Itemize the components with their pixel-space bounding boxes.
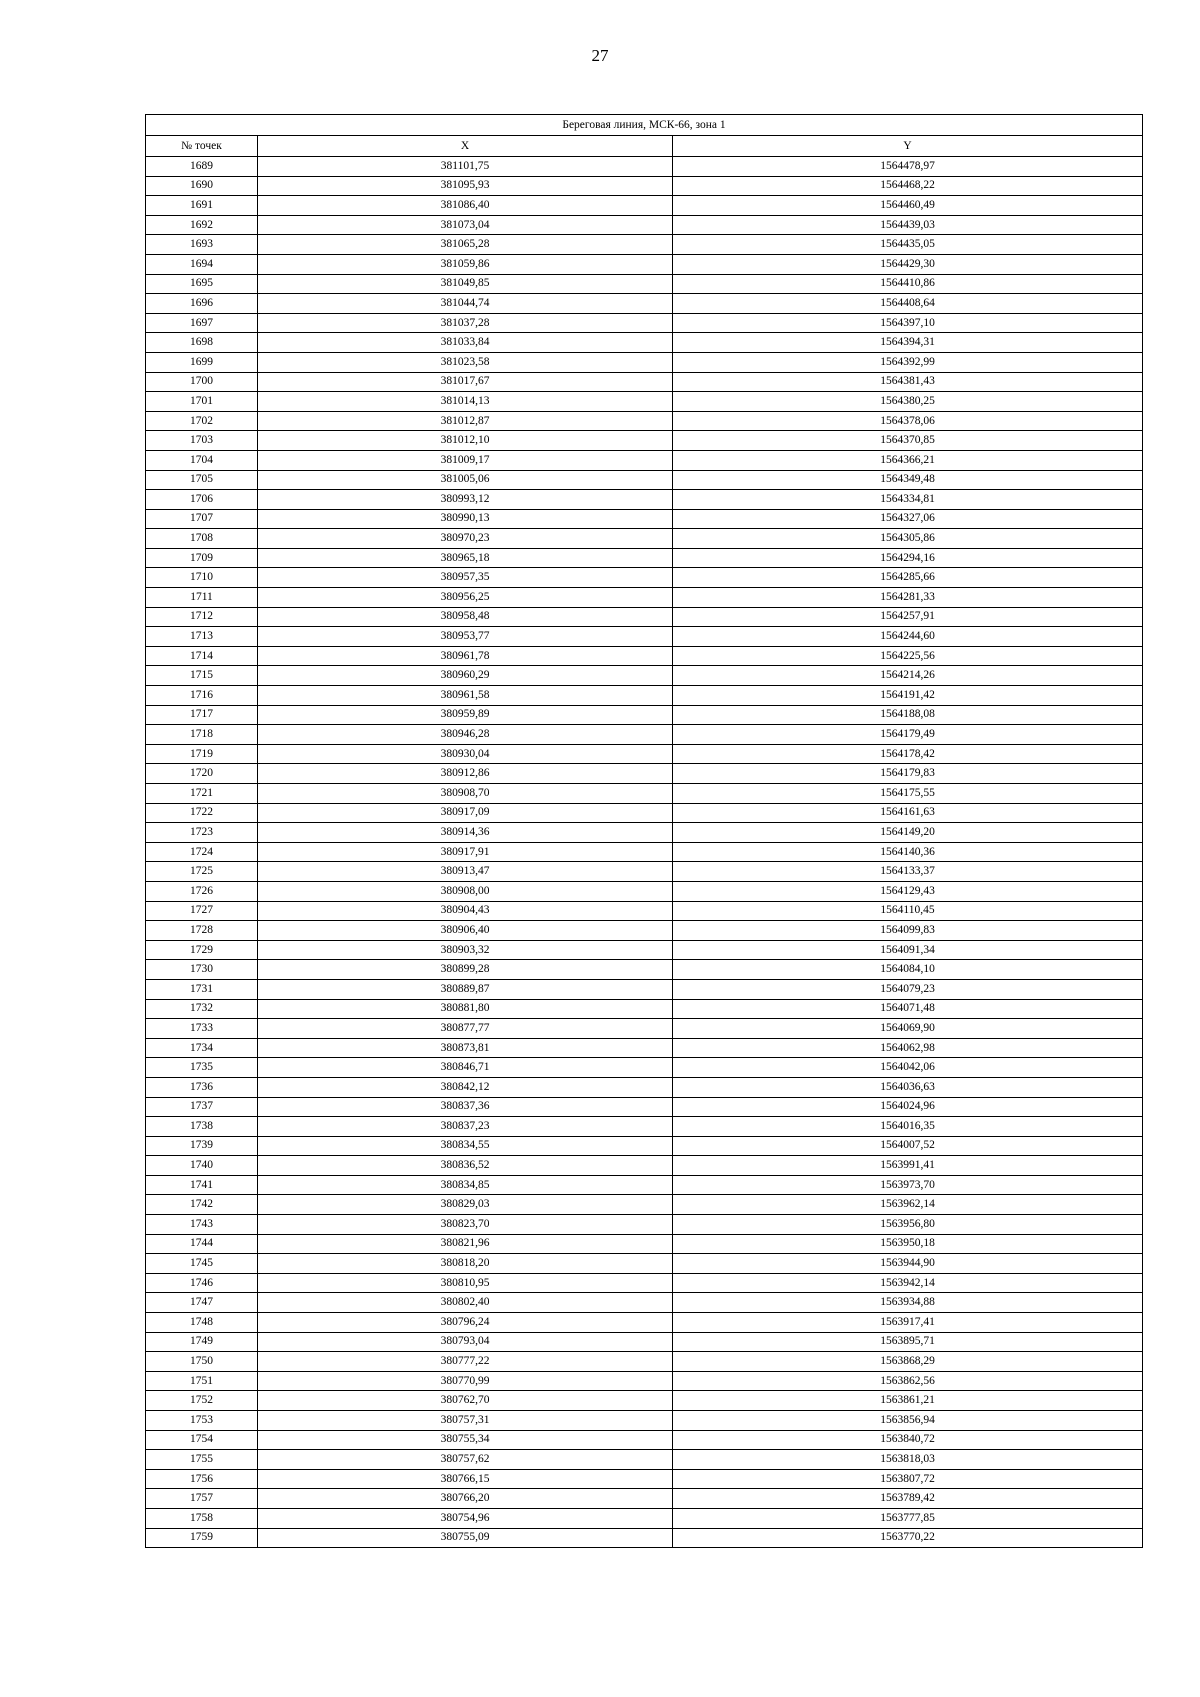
y-cell: 1564161,63 [673,803,1143,823]
point-number-cell: 1756 [146,1469,258,1489]
y-cell: 1564016,35 [673,1117,1143,1137]
point-number-cell: 1692 [146,215,258,235]
table-row [146,450,1143,470]
point-number-cell: 1694 [146,254,258,274]
x-cell: 381044,74 [258,294,673,314]
point-number-cell: 1691 [146,196,258,216]
y-cell: 1564334,81 [673,490,1143,510]
x-cell: 380957,35 [258,568,673,588]
point-number-cell: 1727 [146,901,258,921]
table-row [146,509,1143,529]
x-cell: 380889,87 [258,979,673,999]
x-cell: 381065,28 [258,235,673,255]
y-cell: 1564408,64 [673,294,1143,314]
table-row [146,1136,1143,1156]
table-row [146,784,1143,804]
table-row [146,705,1143,725]
x-cell: 380917,09 [258,803,673,823]
table-row [146,607,1143,627]
table-row [146,235,1143,255]
x-cell: 380908,70 [258,784,673,804]
x-cell: 381059,86 [258,254,673,274]
table-row [146,588,1143,608]
table-row [146,1234,1143,1254]
y-cell: 1564099,83 [673,921,1143,941]
y-cell: 1564071,48 [673,999,1143,1019]
table-row [146,725,1143,745]
table-row [146,294,1143,314]
table-row [146,823,1143,843]
coordinates-table [145,114,1143,1548]
point-number-cell: 1722 [146,803,258,823]
table-row [146,881,1143,901]
x-cell: 380881,80 [258,999,673,1019]
y-cell: 1564435,05 [673,235,1143,255]
y-cell: 1563861,21 [673,1391,1143,1411]
y-cell: 1564478,97 [673,157,1143,177]
point-number-cell: 1729 [146,940,258,960]
x-cell: 380755,34 [258,1430,673,1450]
x-cell: 380908,00 [258,881,673,901]
x-cell: 380766,15 [258,1469,673,1489]
table-row [146,1254,1143,1274]
table-row [146,1058,1143,1078]
x-cell: 380946,28 [258,725,673,745]
y-cell: 1564370,85 [673,431,1143,451]
x-cell: 380903,32 [258,940,673,960]
y-cell: 1564191,42 [673,686,1143,706]
point-number-cell: 1723 [146,823,258,843]
y-cell: 1564460,49 [673,196,1143,216]
x-cell: 380836,52 [258,1156,673,1176]
x-cell: 380793,04 [258,1332,673,1352]
y-cell: 1564244,60 [673,627,1143,647]
point-number-cell: 1736 [146,1077,258,1097]
y-cell: 1564410,86 [673,274,1143,294]
x-cell: 380810,95 [258,1273,673,1293]
x-cell: 380842,12 [258,1077,673,1097]
y-cell: 1564349,48 [673,470,1143,490]
point-number-cell: 1758 [146,1508,258,1528]
y-cell: 1563770,22 [673,1528,1143,1548]
table-row [146,470,1143,490]
table-row [146,1293,1143,1313]
table-row [146,215,1143,235]
y-cell: 1564225,56 [673,646,1143,666]
y-cell: 1564024,96 [673,1097,1143,1117]
point-number-cell: 1743 [146,1215,258,1235]
y-cell: 1563807,72 [673,1469,1143,1489]
x-cell: 381005,06 [258,470,673,490]
table-row [146,686,1143,706]
y-cell: 1564468,22 [673,176,1143,196]
point-number-cell: 1745 [146,1254,258,1274]
y-cell: 1563962,14 [673,1195,1143,1215]
point-number-cell: 1735 [146,1058,258,1078]
point-number-cell: 1695 [146,274,258,294]
x-cell: 381073,04 [258,215,673,235]
point-number-cell: 1711 [146,588,258,608]
point-number-cell: 1706 [146,490,258,510]
point-number-cell: 1725 [146,862,258,882]
y-cell: 1563942,14 [673,1273,1143,1293]
x-cell: 381023,58 [258,352,673,372]
y-cell: 1564294,16 [673,548,1143,568]
x-cell: 380823,70 [258,1215,673,1235]
table-row [146,1195,1143,1215]
x-cell: 380834,85 [258,1175,673,1195]
point-number-cell: 1707 [146,509,258,529]
point-number-cell: 1717 [146,705,258,725]
point-number-cell: 1724 [146,842,258,862]
table-row [146,666,1143,686]
table-row [146,1273,1143,1293]
table-row [146,901,1143,921]
point-number-cell: 1700 [146,372,258,392]
point-number-cell: 1713 [146,627,258,647]
table-row [146,1215,1143,1235]
point-number-cell: 1739 [146,1136,258,1156]
y-cell: 1564069,90 [673,1019,1143,1039]
x-cell: 380961,78 [258,646,673,666]
x-cell: 380877,77 [258,1019,673,1039]
point-number-cell: 1740 [146,1156,258,1176]
table-row [146,1313,1143,1333]
y-cell: 1564129,43 [673,881,1143,901]
x-cell: 380766,20 [258,1489,673,1509]
table-row [146,1019,1143,1039]
point-number-cell: 1709 [146,548,258,568]
x-cell: 380796,24 [258,1313,673,1333]
x-cell: 380829,03 [258,1195,673,1215]
table-row [146,803,1143,823]
point-number-cell: 1697 [146,313,258,333]
point-number-cell: 1737 [146,1097,258,1117]
table-row [146,1430,1143,1450]
y-cell: 1564378,06 [673,411,1143,431]
y-cell: 1564392,99 [673,352,1143,372]
table-row [146,1332,1143,1352]
table-row [146,529,1143,549]
x-cell: 380904,43 [258,901,673,921]
y-cell: 1564305,86 [673,529,1143,549]
table-row [146,1450,1143,1470]
x-cell: 380821,96 [258,1234,673,1254]
x-cell: 380930,04 [258,744,673,764]
x-cell: 381017,67 [258,372,673,392]
table-row [146,1038,1143,1058]
table-title: Береговая линия, МСК-66, зона 1 [146,115,1143,136]
table-row [146,568,1143,588]
point-number-cell: 1721 [146,784,258,804]
y-cell: 1563973,70 [673,1175,1143,1195]
point-number-cell: 1757 [146,1489,258,1509]
table-row [146,1117,1143,1137]
point-number-cell: 1716 [146,686,258,706]
y-cell: 1564178,42 [673,744,1143,764]
x-cell: 380834,55 [258,1136,673,1156]
table-row [146,196,1143,216]
y-cell: 1564079,23 [673,979,1143,999]
y-cell: 1564133,37 [673,862,1143,882]
x-cell: 380960,29 [258,666,673,686]
table-row [146,1469,1143,1489]
x-cell: 380873,81 [258,1038,673,1058]
x-cell: 381012,10 [258,431,673,451]
y-cell: 1563862,56 [673,1371,1143,1391]
table-row [146,176,1143,196]
table-row [146,979,1143,999]
y-cell: 1564439,03 [673,215,1143,235]
y-cell: 1564062,98 [673,1038,1143,1058]
point-number-cell: 1696 [146,294,258,314]
point-number-cell: 1755 [146,1450,258,1470]
x-cell: 380993,12 [258,490,673,510]
y-cell: 1564007,52 [673,1136,1143,1156]
table-body [146,157,1143,1548]
y-cell: 1564175,55 [673,784,1143,804]
point-number-cell: 1690 [146,176,258,196]
point-number-cell: 1751 [146,1371,258,1391]
x-cell: 380762,70 [258,1391,673,1411]
table-row [146,1352,1143,1372]
table-row [146,1411,1143,1431]
column-header-x: X [258,136,673,157]
y-cell: 1564036,63 [673,1077,1143,1097]
point-number-cell: 1728 [146,921,258,941]
x-cell: 380970,23 [258,529,673,549]
y-cell: 1564084,10 [673,960,1143,980]
y-cell: 1563777,85 [673,1508,1143,1528]
page-number: 27 [591,46,609,65]
point-number-cell: 1759 [146,1528,258,1548]
x-cell: 380912,86 [258,764,673,784]
point-number-cell: 1742 [146,1195,258,1215]
table-row [146,392,1143,412]
x-cell: 381012,87 [258,411,673,431]
y-cell: 1563856,94 [673,1411,1143,1431]
table-row [146,940,1143,960]
x-cell: 380956,25 [258,588,673,608]
x-cell: 381033,84 [258,333,673,353]
point-number-cell: 1703 [146,431,258,451]
y-cell: 1564285,66 [673,568,1143,588]
y-cell: 1564366,21 [673,450,1143,470]
point-number-cell: 1705 [146,470,258,490]
point-number-cell: 1708 [146,529,258,549]
table-row [146,1156,1143,1176]
y-cell: 1563895,71 [673,1332,1143,1352]
point-number-cell: 1747 [146,1293,258,1313]
point-number-cell: 1746 [146,1273,258,1293]
x-cell: 381101,75 [258,157,673,177]
table-row [146,842,1143,862]
table-row [146,764,1143,784]
point-number-cell: 1699 [146,352,258,372]
y-cell: 1563934,88 [673,1293,1143,1313]
y-cell: 1564429,30 [673,254,1143,274]
table-row [146,490,1143,510]
x-cell: 380757,62 [258,1450,673,1470]
y-cell: 1564110,45 [673,901,1143,921]
y-cell: 1564380,25 [673,392,1143,412]
table-row [146,921,1143,941]
y-cell: 1564257,91 [673,607,1143,627]
table-row [146,372,1143,392]
x-cell: 380755,09 [258,1528,673,1548]
y-cell: 1564140,36 [673,842,1143,862]
x-cell: 380899,28 [258,960,673,980]
table-row [146,862,1143,882]
y-cell: 1563818,03 [673,1450,1143,1470]
table-row [146,1097,1143,1117]
y-cell: 1564179,83 [673,764,1143,784]
y-cell: 1563789,42 [673,1489,1143,1509]
point-number-cell: 1701 [146,392,258,412]
y-cell: 1564394,31 [673,333,1143,353]
table-row [146,157,1143,177]
point-number-cell: 1730 [146,960,258,980]
y-cell: 1564281,33 [673,588,1143,608]
x-cell: 380754,96 [258,1508,673,1528]
table-row [146,411,1143,431]
point-number-cell: 1689 [146,157,258,177]
point-number-cell: 1733 [146,1019,258,1039]
y-cell: 1563991,41 [673,1156,1143,1176]
point-number-cell: 1710 [146,568,258,588]
y-cell: 1563944,90 [673,1254,1143,1274]
table-row [146,1371,1143,1391]
y-cell: 1563950,18 [673,1234,1143,1254]
x-cell: 381095,93 [258,176,673,196]
point-number-cell: 1698 [146,333,258,353]
x-cell: 380837,36 [258,1097,673,1117]
table-header-row [146,136,1143,157]
point-number-cell: 1704 [146,450,258,470]
point-number-cell: 1693 [146,235,258,255]
y-cell: 1563917,41 [673,1313,1143,1333]
point-number-cell: 1753 [146,1411,258,1431]
y-cell: 1563956,80 [673,1215,1143,1235]
table-row [146,274,1143,294]
x-cell: 381086,40 [258,196,673,216]
table-row [146,1175,1143,1195]
table-row [146,352,1143,372]
point-number-cell: 1738 [146,1117,258,1137]
column-header-point-number: № точек [146,136,258,157]
x-cell: 380770,99 [258,1371,673,1391]
point-number-cell: 1715 [146,666,258,686]
y-cell: 1564179,49 [673,725,1143,745]
point-number-cell: 1712 [146,607,258,627]
table-row [146,627,1143,647]
table-row [146,646,1143,666]
y-cell: 1564188,08 [673,705,1143,725]
x-cell: 380958,48 [258,607,673,627]
x-cell: 380913,47 [258,862,673,882]
y-cell: 1563868,29 [673,1352,1143,1372]
x-cell: 380846,71 [258,1058,673,1078]
table-row [146,1489,1143,1509]
y-cell: 1563840,72 [673,1430,1143,1450]
x-cell: 380757,31 [258,1411,673,1431]
x-cell: 380906,40 [258,921,673,941]
point-number-cell: 1726 [146,881,258,901]
y-cell: 1564042,06 [673,1058,1143,1078]
point-number-cell: 1720 [146,764,258,784]
y-cell: 1564381,43 [673,372,1143,392]
point-number-cell: 1718 [146,725,258,745]
point-number-cell: 1734 [146,1038,258,1058]
point-number-cell: 1731 [146,979,258,999]
point-number-cell: 1749 [146,1332,258,1352]
table-row [146,999,1143,1019]
point-number-cell: 1719 [146,744,258,764]
x-cell: 380959,89 [258,705,673,725]
point-number-cell: 1744 [146,1234,258,1254]
x-cell: 381014,13 [258,392,673,412]
x-cell: 380953,77 [258,627,673,647]
point-number-cell: 1748 [146,1313,258,1333]
x-cell: 380837,23 [258,1117,673,1137]
x-cell: 381049,85 [258,274,673,294]
x-cell: 380777,22 [258,1352,673,1372]
point-number-cell: 1754 [146,1430,258,1450]
table-row [146,1391,1143,1411]
x-cell: 380965,18 [258,548,673,568]
table-row [146,744,1143,764]
y-cell: 1564149,20 [673,823,1143,843]
point-number-cell: 1714 [146,646,258,666]
y-cell: 1564327,06 [673,509,1143,529]
x-cell: 381009,17 [258,450,673,470]
x-cell: 380914,36 [258,823,673,843]
y-cell: 1564214,26 [673,666,1143,686]
x-cell: 380818,20 [258,1254,673,1274]
x-cell: 380961,58 [258,686,673,706]
y-cell: 1564397,10 [673,313,1143,333]
table-row [146,960,1143,980]
table-row [146,333,1143,353]
table-title-row [146,115,1143,136]
table-row [146,548,1143,568]
point-number-cell: 1750 [146,1352,258,1372]
table-row [146,1077,1143,1097]
point-number-cell: 1732 [146,999,258,1019]
y-cell: 1564091,34 [673,940,1143,960]
point-number-cell: 1702 [146,411,258,431]
x-cell: 380917,91 [258,842,673,862]
x-cell: 380802,40 [258,1293,673,1313]
column-header-y: Y [673,136,1143,157]
x-cell: 381037,28 [258,313,673,333]
x-cell: 380990,13 [258,509,673,529]
point-number-cell: 1741 [146,1175,258,1195]
table-row [146,1528,1143,1548]
table-row [146,254,1143,274]
table-row [146,431,1143,451]
table-row [146,1508,1143,1528]
table-row [146,313,1143,333]
point-number-cell: 1752 [146,1391,258,1411]
